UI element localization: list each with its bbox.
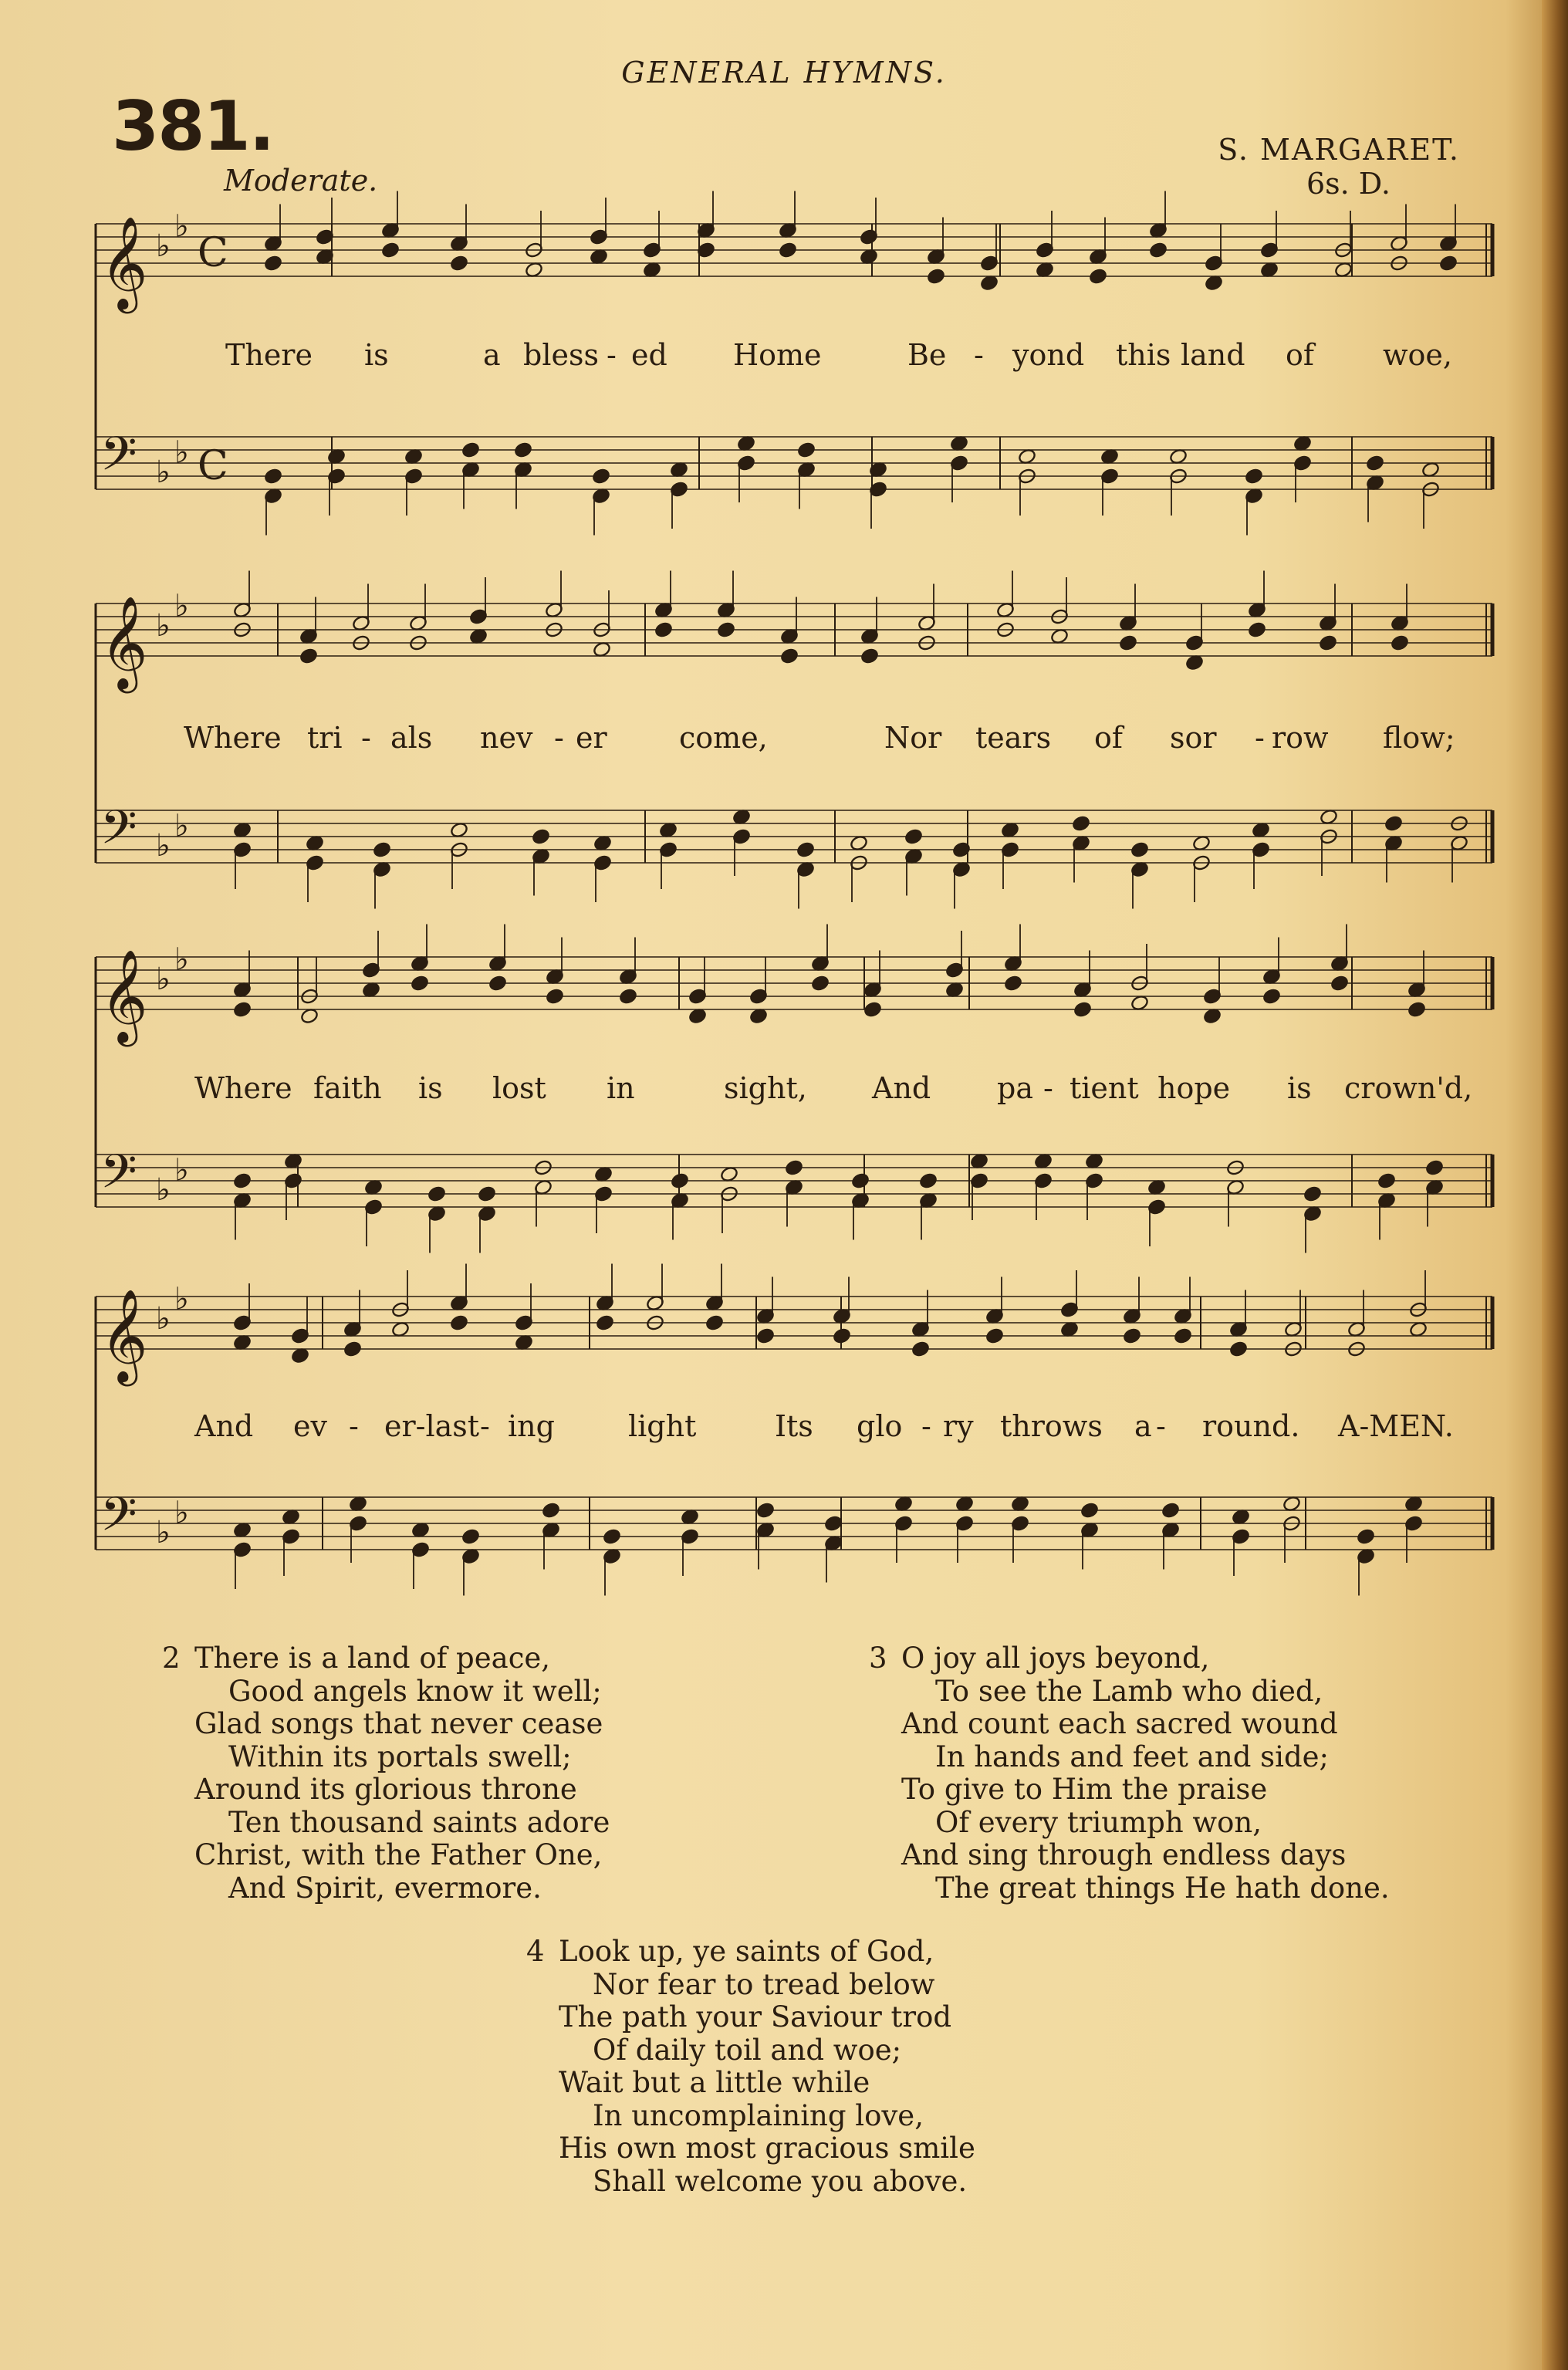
syllable: a (1134, 1409, 1152, 1443)
flat-icon: ♭ (174, 1152, 189, 1188)
lyric-line-2 (0, 721, 1568, 761)
notehead (1357, 1528, 1375, 1545)
syllable: glo (857, 1409, 903, 1443)
notehead (1130, 841, 1149, 858)
flat-icon: ♭ (174, 808, 189, 844)
notehead (1303, 1185, 1322, 1202)
notehead (1245, 468, 1263, 485)
notehead (514, 441, 532, 458)
notehead (811, 975, 830, 992)
syllable: row (1272, 721, 1329, 755)
notehead (381, 242, 400, 259)
notehead (756, 1502, 775, 1519)
syllable: - (1043, 1071, 1053, 1105)
notehead (1425, 1159, 1444, 1176)
notehead (1262, 988, 1281, 1005)
running-head: GENERAL HYMNS. (621, 56, 947, 90)
notehead (532, 828, 550, 845)
syllable: Be (907, 338, 947, 372)
meter: 6s. D. (1306, 167, 1391, 201)
bass-clef-icon: 𝄢 (100, 1144, 137, 1211)
notehead (461, 441, 480, 458)
lyric-line-4 (0, 1409, 1568, 1449)
notehead (1080, 1502, 1099, 1519)
bass-clef-icon: 𝄢 (100, 1487, 137, 1554)
notehead (911, 1341, 930, 1357)
syllable: Home (733, 338, 822, 372)
syllable: hope (1157, 1071, 1231, 1105)
syllable: Nor (884, 721, 942, 755)
flat-icon: ♭ (156, 608, 171, 644)
syllable: - (361, 721, 371, 755)
notehead (1229, 1341, 1248, 1357)
syllable: throws (1000, 1409, 1103, 1443)
notehead (411, 975, 429, 992)
flat-icon: ♭ (174, 1281, 189, 1317)
verse-line: To see the Lamb who died, (935, 1674, 1323, 1708)
notehead (1073, 1001, 1092, 1018)
syllable: ev (293, 1409, 327, 1443)
notehead (919, 1172, 938, 1189)
notehead (780, 647, 799, 664)
notehead (851, 1172, 870, 1189)
verse-line: And Spirit, evermore. (228, 1871, 542, 1905)
common-time-icon: C (198, 443, 228, 489)
flat-icon: ♭ (156, 962, 171, 997)
syllable: - (554, 721, 564, 755)
notehead (779, 242, 797, 259)
verse-4 (526, 1935, 975, 2198)
notehead (860, 647, 879, 664)
syllable: land (1181, 338, 1245, 372)
tempo-marking: Moderate. (224, 164, 378, 198)
notehead (927, 268, 945, 285)
syllable: Its (775, 1409, 813, 1443)
notehead (542, 1502, 560, 1519)
syllable: is (1287, 1071, 1312, 1105)
verse-line: Of daily toil and woe; (593, 2033, 902, 2067)
notehead (450, 255, 468, 272)
bass-clef-icon: 𝄢 (100, 427, 137, 493)
syllable: Where (194, 1071, 292, 1105)
treble-clef-icon: 𝄞 (100, 948, 148, 1043)
flat-icon: ♭ (156, 1515, 171, 1550)
verse-line: Within its portals swell; (228, 1739, 572, 1773)
syllable: There (225, 338, 313, 372)
flat-icon: ♭ (174, 1495, 189, 1531)
notehead (985, 1327, 1004, 1344)
treble-clef-icon: 𝄞 (100, 595, 148, 689)
flat-icon: ♭ (174, 434, 189, 471)
flat-icon: ♭ (156, 455, 171, 490)
syllable: lost (492, 1071, 546, 1105)
verse-line: Shall welcome you above. (593, 2164, 968, 2198)
bass-clef-icon: 𝄢 (100, 800, 137, 867)
verse-line: To give to Him the praise (901, 1773, 1268, 1806)
syllable: yond (1012, 338, 1085, 372)
lyric-line-1 (0, 338, 1568, 378)
syllable: - (921, 1409, 931, 1443)
notehead (1161, 1502, 1180, 1519)
flat-icon: ♭ (156, 1172, 171, 1208)
notehead (619, 988, 637, 1005)
verse-line: Glad songs that never cease (194, 1707, 603, 1740)
notehead (546, 988, 564, 1005)
notehead (797, 441, 816, 458)
notehead (264, 468, 282, 485)
notehead (596, 1314, 614, 1331)
syllable: And (872, 1071, 931, 1105)
notehead (233, 1001, 252, 1018)
verse-line: Good angels know it well; (228, 1674, 602, 1708)
notehead (785, 1159, 803, 1176)
syllable: is (418, 1071, 443, 1105)
notehead (1319, 634, 1337, 651)
notehead (373, 841, 391, 858)
verse-line: The great things He hath done. (935, 1871, 1390, 1905)
notehead (756, 1327, 775, 1344)
notehead (824, 1515, 843, 1532)
lyric-line-3 (0, 1071, 1568, 1111)
syllable: of (1094, 721, 1123, 755)
syllable: round. (1202, 1409, 1300, 1443)
verse-line: Christ, with the Father One, (194, 1838, 603, 1871)
notehead (603, 1528, 621, 1545)
syllable: tears (975, 721, 1052, 755)
verse-line: And count each sacred wound (901, 1707, 1338, 1740)
syllable: tri (307, 721, 343, 755)
notehead (1123, 1327, 1141, 1344)
verse-line: In uncomplaining love, (593, 2098, 924, 2132)
treble-clef-icon: 𝄞 (100, 1288, 148, 1382)
verse-line: Look up, ye saints of God, (559, 1935, 934, 1968)
flat-icon: ♭ (174, 588, 189, 624)
notehead (299, 647, 318, 664)
syllable: crown'd, (1344, 1071, 1473, 1105)
tune-name: S. MARGARET. (1218, 133, 1460, 167)
syllable: And (194, 1409, 254, 1443)
verse-line: The path your Saviour trod (559, 2000, 952, 2034)
verse-line: His own most gracious smile (559, 2132, 975, 2165)
syllable: ing (508, 1409, 555, 1443)
notehead (1330, 975, 1349, 992)
flat-icon: ♭ (174, 942, 189, 978)
notehead (904, 828, 923, 845)
notehead (233, 1172, 252, 1189)
notehead (1072, 815, 1090, 832)
notehead (1174, 1327, 1192, 1344)
syllable: of (1286, 338, 1314, 372)
syllable: woe, (1383, 338, 1452, 372)
notehead (343, 1341, 362, 1357)
notehead (1391, 634, 1409, 651)
notehead (1366, 455, 1384, 472)
notehead (264, 255, 282, 272)
verse-number: 4 (526, 1935, 545, 1968)
notehead (1439, 255, 1458, 272)
syllable: bless (523, 338, 599, 372)
notehead (488, 975, 507, 992)
syllable: come, (679, 721, 768, 755)
syllable: - (1156, 1409, 1166, 1443)
notehead (1089, 268, 1107, 285)
syllable: - (349, 1409, 359, 1443)
notehead (863, 1001, 882, 1018)
verse-3 (869, 1641, 1390, 1905)
notehead (478, 1185, 496, 1202)
syllable: - (480, 1409, 490, 1443)
notehead (1119, 634, 1137, 651)
syllable: flow; (1383, 721, 1455, 755)
flat-icon: ♭ (156, 828, 171, 864)
syllable: sight, (724, 1071, 807, 1105)
notehead (1407, 1001, 1426, 1018)
notehead (592, 468, 610, 485)
notehead (427, 1185, 446, 1202)
syllable: nev (480, 721, 533, 755)
syllable: sor (1170, 721, 1217, 755)
notehead (1004, 975, 1022, 992)
syllable: A-MEN. (1338, 1409, 1454, 1443)
notehead (671, 1172, 689, 1189)
syllable: a (483, 338, 501, 372)
flat-icon: ♭ (174, 208, 189, 245)
notehead (717, 621, 735, 638)
notehead (654, 621, 673, 638)
syllable: light (628, 1409, 697, 1443)
syllable: this (1116, 338, 1171, 372)
verse-number: 3 (869, 1641, 887, 1675)
verse-line: Nor fear to tread below (593, 1967, 935, 2001)
syllable: in (607, 1071, 635, 1105)
notehead (461, 1528, 480, 1545)
syllable: er (576, 721, 607, 755)
verse-line: Around its glorious throne (194, 1773, 577, 1806)
syllable: er-last (384, 1409, 480, 1443)
verse-line: Wait but a little while (559, 2066, 870, 2099)
verse-number: 2 (162, 1641, 181, 1675)
verse-line: In hands and feet and side; (935, 1739, 1330, 1773)
syllable: ry (943, 1409, 974, 1443)
hymn-number: 381. (112, 86, 274, 166)
verse-line: Of every triumph won, (935, 1805, 1262, 1839)
notehead (833, 1327, 851, 1344)
syllable: Where (184, 721, 282, 755)
syllable: - (607, 338, 617, 372)
notehead (1248, 621, 1266, 638)
notehead (1384, 815, 1403, 832)
notehead (1377, 1172, 1396, 1189)
syllable: - (1255, 721, 1265, 755)
syllable: - (974, 338, 984, 372)
syllable: ed (631, 338, 667, 372)
verse-2 (162, 1641, 610, 1905)
common-time-icon: C (198, 230, 228, 276)
syllable: tient (1070, 1071, 1139, 1105)
verse-line: Ten thousand saints adore (228, 1805, 610, 1839)
syllable: als (390, 721, 433, 755)
syllable: faith (313, 1071, 382, 1105)
notehead (1149, 242, 1168, 259)
verse-line: And sing through endless days (901, 1838, 1347, 1871)
verse-line: There is a land of peace, (194, 1641, 551, 1675)
notehead (705, 1314, 724, 1331)
notehead (450, 1314, 468, 1331)
syllable: is (364, 338, 389, 372)
flat-icon: ♭ (156, 228, 171, 264)
treble-clef-icon: 𝄞 (100, 215, 148, 309)
flat-icon: ♭ (156, 1301, 171, 1337)
verse-line: O joy all joys beyond, (901, 1641, 1210, 1675)
syllable: pa (997, 1071, 1033, 1105)
notehead (796, 841, 815, 858)
